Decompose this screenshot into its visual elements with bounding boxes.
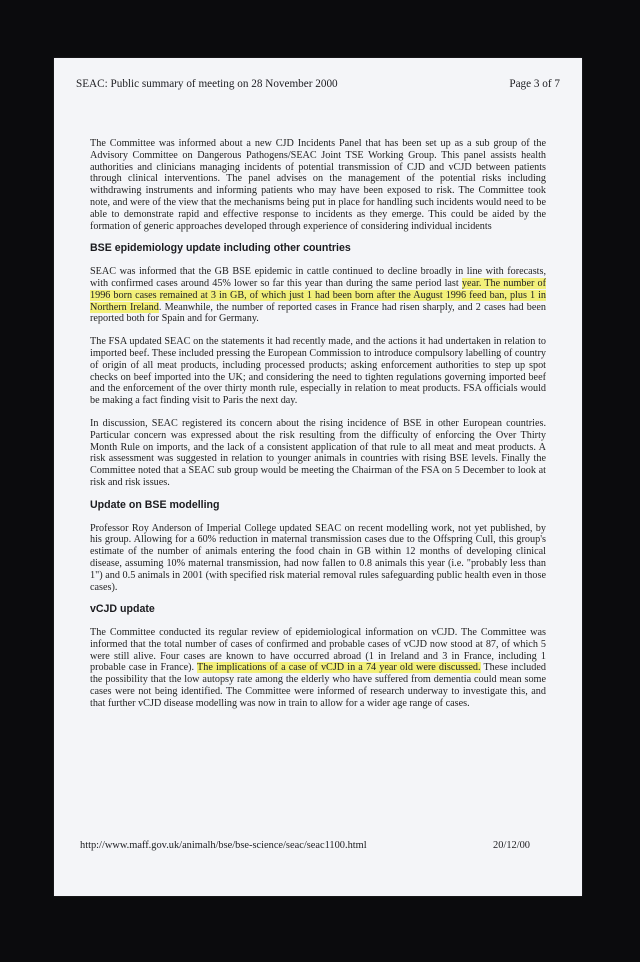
page-number: Page 3 of 7 — [509, 78, 560, 90]
text-segment: The Committee conducted its regular review of epidemiological information on vCJD. The Committee was informed that the total number of cases of confirmed and probable cases of vCJD now stood at 87, of which 5 were still alive. Four cases are known to have occurred abroad (1 in Ireland and 3 in France, including 1 probable case in France). — [90, 627, 546, 674]
footer-url: http://www.maff.gov.uk/animalh/bse/bse-science/seac/seac1100.html — [80, 840, 367, 851]
highlighted-text: The implications of a case of vCJD in a 74 year old were discussed. — [197, 662, 481, 674]
footer-date: 20/12/00 — [493, 840, 530, 851]
paragraph-discussion: In discussion, SEAC registered its concern about the rising incidence of BSE in other European countries. Particular concern was expressed about the risk resulting from the difficulty of enforcing the Over Thirty Month Rule on imports, and the lack of a consistent application of that rule to all meat and meat products. A risk assessment was suggested in relation to younger animals in countries with rising BSE levels. Finally the Committee noted that a SEAC sub group would be meeting the Chairman of the FSA on 5 December to look at risk and risk issues. — [90, 417, 546, 488]
paragraph-vcjd — [90, 627, 546, 710]
paragraph-modelling: Professor Roy Anderson of Imperial College updated SEAC on recent modelling work, not yet published, by his group. Allowing for a 60% reduction in maternal transmission cases due to the Offspring Cull, this group's estimate of the number of animals entering the food chain in GB within 12 months of developing clinical disease, assuming 10% maternal transmission, had now fallen to 0.8 animals this year (i.e. "probably less than 1") and 0.5 animals in 2001 (with specified risk material removal rules safeguarding public health even in those cases). — [90, 522, 546, 593]
text-segment: These included the possibility that the low autopsy rate among the elderly who have suffered from dementia could mean some cases were not being identified. The Committee were informed of research underway to investigate this, and that further vCJD disease modelling was now in train to allow for a wider age range of cases. — [90, 662, 546, 709]
header-title: SEAC: Public summary of meeting on 28 November 2000 — [76, 78, 338, 90]
page-header — [76, 78, 560, 90]
heading-bse-epidemiology: BSE epidemiology update including other countries — [90, 242, 351, 255]
paragraph-fsa-update: The FSA updated SEAC on the statements it had recently made, and the actions it had undertaken in relation to imported beef. These included pressing the European Commission to introduce compulsory labelling of country of origin of all meat products, including processed products; asking enforcement authorities to step up spot checks on beef imported into the UK; and considering the need to tighten regulations governing imported beef and the enforcement of the over thirty month rule, especially in relation to meat products. FSA officials would be making a fact finding visit to Paris the next day. — [90, 336, 546, 407]
heading-bse-modelling: Update on BSE modelling — [90, 498, 220, 511]
heading-vcjd-update: vCJD update — [90, 603, 155, 616]
document-page — [54, 58, 582, 896]
document-body — [90, 138, 546, 721]
paragraph-bse-epidemic — [90, 266, 546, 325]
highlighted-text: year. The number of 1996 born cases remained at 3 in GB, of which just 1 had been born after the August 1996 feed ban, plus 1 in Northern Ireland — [90, 277, 546, 313]
paragraph-cjd-panel: The Committee was informed about a new CJD Incidents Panel that has been set up as a sub group of the Advisory Committee on Dangerous Pathogens/SEAC Joint TSE Working Group. This panel assists health authorities and clinicians managing incidents of potential transmission of CJD and vCJD between patients through clinical interventions. The panel advises on the management of the potential risks including withdrawing instruments and informing patients who may have been exposed to risk. The Committee took note, and were of the view that the mechanisms being put in place for handling such incidents would need to be able to demonstrate rapid and effective response to incidents as they emerge. This could be aided by the formation of generic approaches developed through experience of considering individual incidents — [90, 138, 546, 232]
text-segment: SEAC was informed that the GB BSE epidemic in cattle continued to decline broadly in line with forecasts, with confirmed cases around 45% lower so far this year than during the same period last — [90, 266, 546, 289]
page-footer — [80, 840, 530, 851]
text-segment: . Meanwhile, the number of reported cases in France had risen sharply, and 2 cases had been reported both for Spain and for Germany. — [90, 301, 546, 325]
